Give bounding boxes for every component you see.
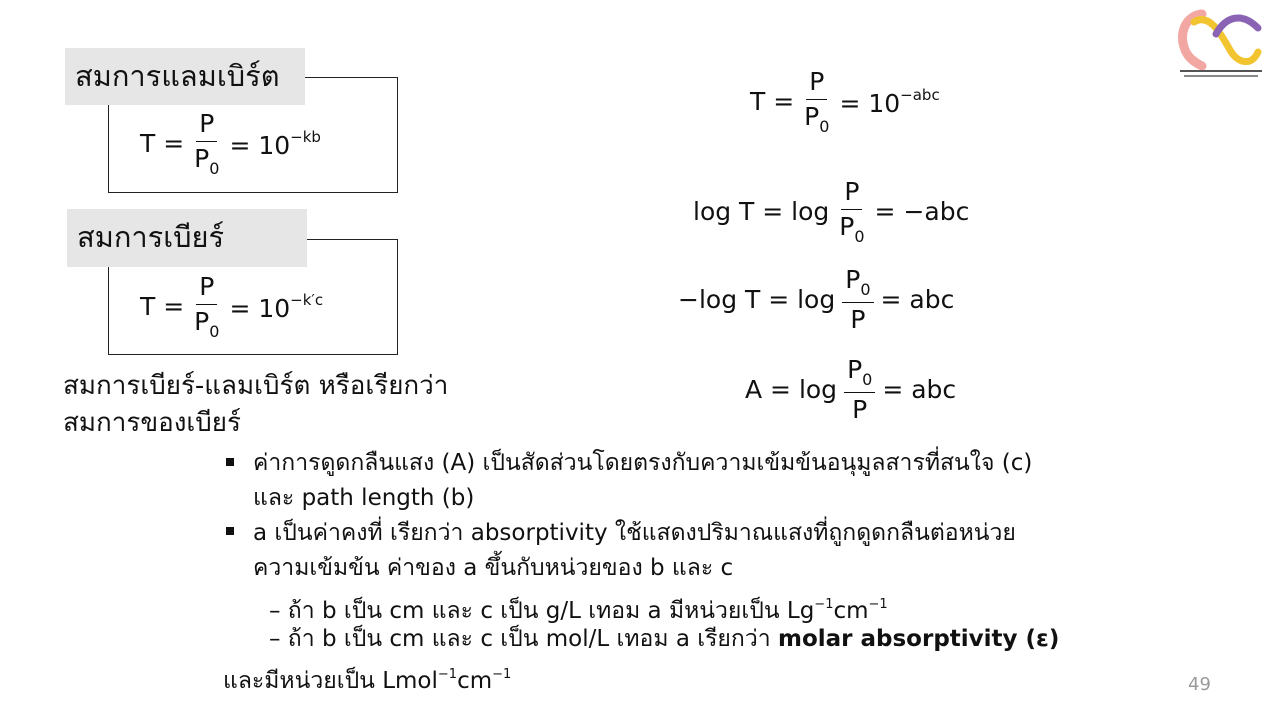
eq3-fraction: $\frac{P_0}{P}$ <box>842 266 873 333</box>
institute-logo <box>1172 6 1268 80</box>
derivation-eq3: −log T = log $\frac{P_0}{P}$ = abc <box>678 265 955 334</box>
lambert-numerator: P <box>196 110 217 142</box>
combined-law-line2: สมการของเบียร์ <box>63 408 241 438</box>
lambert-fraction <box>191 110 222 177</box>
derivation-eq1: T = $\frac{P}{P_0}$ = $10^{-abc}$ <box>750 67 940 136</box>
sub-bullet-1: – ถ้า b เป็น cm และ c เป็น g/L เทอม a มีหน่วยเป็น $Lg^{-1}cm^{-1}$ <box>269 597 888 624</box>
bullet2-line2: ความเข้มข้น ค่าของ a ขึ้นกับหน่วยของ b และ c <box>253 555 734 581</box>
bullet-marker-2 <box>226 527 234 535</box>
molar-absorptivity-term: molar absorptivity (ε) <box>777 626 1060 652</box>
beer-lhs: T = <box>140 292 185 322</box>
beer-denominator: $P_0$ <box>194 306 220 341</box>
beer-fraction <box>191 273 222 340</box>
page-number: 49 <box>1188 674 1211 695</box>
derivation-eq4: A = log $\frac{P_0}{P}$ = abc <box>745 355 957 424</box>
beer-equation <box>140 273 323 340</box>
lambert-lhs: T = <box>140 129 185 159</box>
beer-numerator: P <box>196 273 217 305</box>
lambert-rhs: = $10^{-kb}$ <box>229 127 321 160</box>
sub-bullet-2: – ถ้า b เป็น cm และ c เป็น mol/L เทอม a เรียกว่า molar absorptivity (ε) <box>269 626 1060 652</box>
beer-title: สมการเบียร์ <box>67 209 307 267</box>
derivation-eq2: log T = log $\frac{P}{P_0}$ = −abc <box>693 177 970 246</box>
bullet1-line1: ค่าการดูดกลืนแสง (A) เป็นสัดส่วนโดยตรงกับความเข้มข้นอนุมูลสารที่สนใจ (c) <box>253 450 1033 476</box>
eq2-fraction: $\frac{P}{P_0}$ <box>839 177 865 246</box>
lambert-denominator: $P_0$ <box>194 143 220 178</box>
eq1-fraction: $\frac{P}{P_0}$ <box>804 67 830 136</box>
beer-rhs: = $10^{-k'c}$ <box>229 290 324 323</box>
lambert-title: สมการแลมเบิร์ต <box>65 48 305 105</box>
eq4-fraction: $\frac{P_0}{P}$ <box>844 356 875 423</box>
bullet1-line2: และ path length (b) <box>253 485 475 511</box>
unit-line: และมีหน่วยเป็น $Lmol^{-1}cm^{-1}$ <box>223 667 512 694</box>
bullet2-line1: a เป็นค่าคงที่ เรียกว่า absorptivity ใช้แสดงปริมาณแสงที่ถูกดูดกลืนต่อหน่วย <box>253 520 1016 546</box>
lambert-equation <box>140 110 321 177</box>
combined-law-line1: สมการเบียร์-แลมเบิร์ต หรือเรียกว่า <box>63 371 449 401</box>
bullet-marker-1 <box>226 458 234 466</box>
